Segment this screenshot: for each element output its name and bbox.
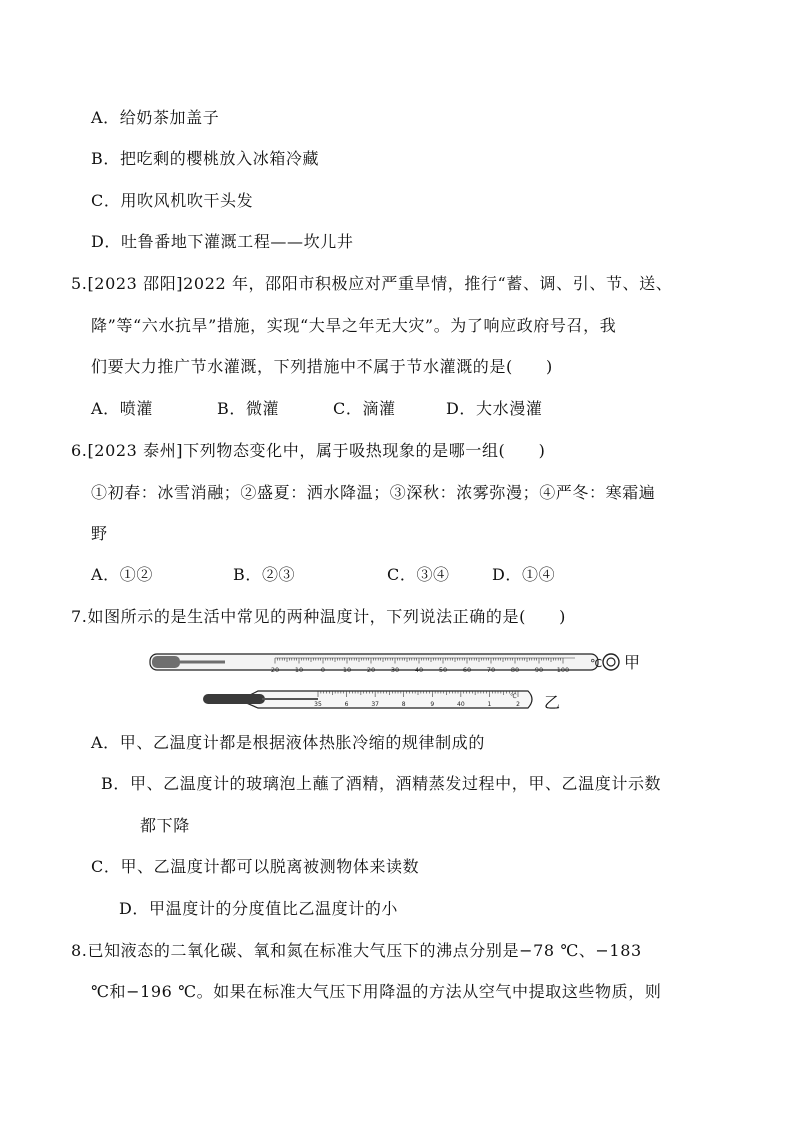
thermometer-yi-unit: ℃ [510,693,517,700]
scale-tick-label: 70 [486,666,496,674]
q5-stem-line1: 5.[2023 邵阳]2022 年，邵阳市积极应对严重旱情，推行“蓄、调、引、节、送、 [71,274,673,293]
q6-option-d: D．①④ [492,565,556,584]
scale-tick-label: 35 [314,701,322,708]
scale-tick-label: 9 [430,701,435,708]
q6-stem-line3: 野 [91,524,108,543]
q7-stem: 7.如图所示的是生活中常见的两种温度计，下列说法正确的是( ) [71,607,566,626]
scale-tick-label: 90 [534,666,544,674]
scale-tick-label: 8 [401,701,406,708]
scale-tick-label: 100 [556,666,570,674]
thermometer-yi-name: 乙 [544,693,561,712]
thermometer-yi-bulb [203,694,265,704]
q7-option-b-line2: 都下降 [140,816,190,835]
q4-option-b: B．把吃剩的樱桃放入冰箱冷藏 [91,149,320,168]
scale-tick-label: 30 [390,666,400,674]
q6-option-a: A．①② [91,565,153,584]
q8-stem-line2: ℃和−196 ℃。如果在标准大气压下用降温的方法从空气中提取这些物质，则 [91,982,662,1001]
q8-stem-line1: 8.已知液态的二氧化碳、氧和氮在标准大气压下的沸点分别是−78 ℃、−183 [71,941,642,960]
scale-tick-label: 1 [487,701,492,708]
q5-option-b: B．微灌 [217,399,280,418]
scale-tick-label: 6 [344,701,349,708]
q6-stem-line2: ①初春：冰雪消融；②盛夏：洒水降温；③深秋：浓雾弥漫；④严冬：寒霜遍 [91,483,656,502]
scale-tick-label: 37 [371,701,379,708]
scale-tick-label: 10 [294,666,304,674]
q6-stem-line1: 6.[2023 泰州]下列物态变化中，属于吸热现象的是哪一组( ) [71,441,546,460]
thermometer-jia-bulb [152,656,180,668]
q5-option-c: C．滴灌 [333,399,396,418]
scale-tick-label: 20 [270,666,280,674]
thermometer-jia-unit: ℃ [590,657,603,670]
scale-tick-label: 20 [366,666,376,674]
q6-option-b: B．②③ [233,565,296,584]
thermometers-figure [0,645,794,717]
q4-option-d: D．吐鲁番地下灌溉工程——坎儿井 [91,232,354,251]
q6-option-c: C．③④ [387,565,450,584]
scale-tick-label: 10 [342,666,352,674]
scale-tick-label: 60 [462,666,472,674]
q4-option-c: C．用吹风机吹干头发 [91,191,254,210]
q5-option-d: D．大水漫灌 [446,399,543,418]
scale-tick-label: 40 [414,666,424,674]
q7-option-d: D．甲温度计的分度值比乙温度计的小 [119,899,399,918]
scale-tick-label: 50 [438,666,448,674]
scale-tick-label: 40 [457,701,465,708]
q7-option-c: C．甲、乙温度计都可以脱离被测物体来读数 [91,857,420,876]
thermometer-jia-ring-outer [603,654,619,670]
scale-tick-label: 2 [516,701,520,708]
q7-option-a: A．甲、乙温度计都是根据液体热胀冷缩的规律制成的 [91,733,485,752]
q7-option-b-line1: B．甲、乙温度计的玻璃泡上蘸了酒精，酒精蒸发过程中，甲、乙温度计示数 [101,774,662,793]
q5-option-a: A．喷灌 [91,399,153,418]
q4-option-a: A．给奶茶加盖子 [91,108,220,127]
scale-tick-label: 0 [320,666,326,674]
q5-stem-line2: 降”等“六水抗旱”措施，实现“大旱之年无大灾”。为了响应政府号召，我 [91,316,617,335]
scale-tick-label: 80 [510,666,520,674]
thermometer-jia-ring-inner [607,658,615,666]
thermometer-jia-name: 甲 [624,653,641,672]
q5-stem-line3: 们要大力推广节水灌溉，下列措施中不属于节水灌溉的是( ) [91,357,553,376]
